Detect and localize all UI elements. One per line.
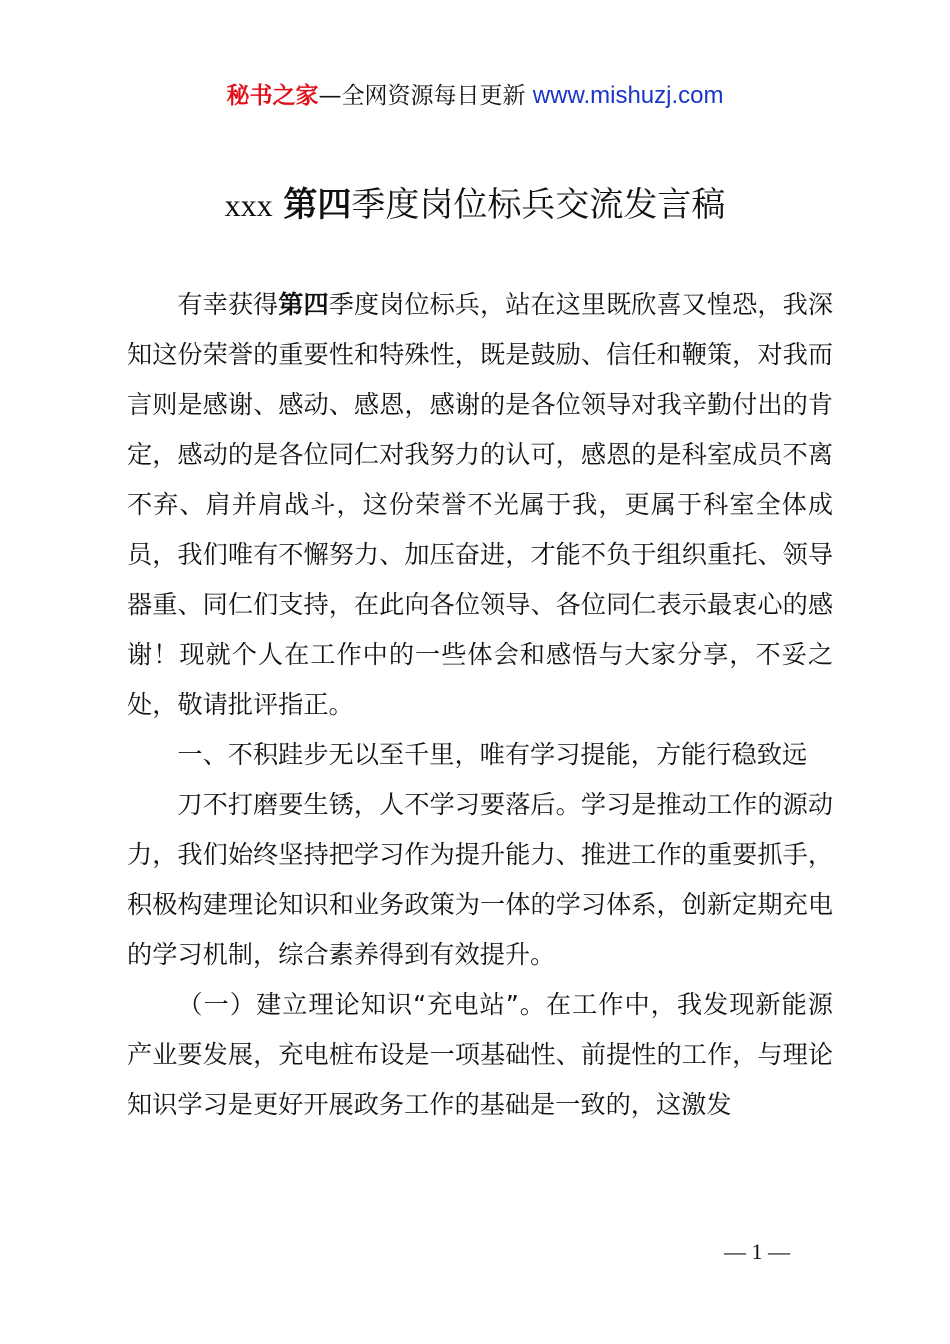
intro-before-bold: 有幸获得 [177, 290, 279, 319]
page-number: — 1 — [724, 1239, 790, 1264]
section-heading-1: 一、不积跬步无以至千里，唯有学习提能，方能行稳致远 [177, 740, 808, 769]
intro-paragraph [127, 280, 833, 730]
title-bold: 第四 [283, 185, 352, 225]
intro-after-bold: 季度岗位标兵，站在这里既欣喜又惶恐，我深知这份荣誉的重要性和特殊性，既是鼓励、信任和鞭策，对我而言则是感谢、感动、感恩，感谢的是各位领导对我辛勤付出的肯定，感动的是各位同仁对我努力的认可，感恩的是科室成员不离不弃、肩并肩战斗，这份荣誉不光属于我，更属于科室全体成员，我们唯有不懈努力、加压奋进，才能不负于组织重托、领导器重、同仁们支持，在此向各位领导、各位同仁表示最衷心的感谢！现就个人在工作中的一些体会和感悟与大家分享，不妥之处，敬请批评指正。 [127, 290, 834, 719]
intro-bold-text: 第四 [278, 290, 329, 319]
banner-tagline: —全网资源每日更新 [318, 83, 526, 109]
title-rest: 季度岗位标兵交流发言稿 [351, 185, 726, 225]
site-banner [0, 80, 950, 112]
document-body [127, 280, 833, 1130]
title-prefix: xxx [224, 187, 273, 223]
document-title [0, 182, 950, 228]
site-url-link[interactable]: www.mishuzj.com [532, 82, 724, 109]
section-1-paragraph: 刀不打磨要生锈，人不学习要落后。学习是推动工作的源动力，我们始终坚持把学习作为提升能力、推进工作的重要抓手，积极构建理论知识和业务政策为一体的学习体系，创新定期充电的学习机制，综合素养得到有效提升。 [127, 790, 833, 969]
subsection-1-paragraph: （一）建立理论知识“充电站”。在工作中，我发现新能源产业要发展，充电桩布设是一项基础性、前提性的工作，与理论知识学习是更好开展政务工作的基础是一致的，这激发 [127, 990, 833, 1119]
brand-name: 秘书之家 [226, 83, 319, 109]
